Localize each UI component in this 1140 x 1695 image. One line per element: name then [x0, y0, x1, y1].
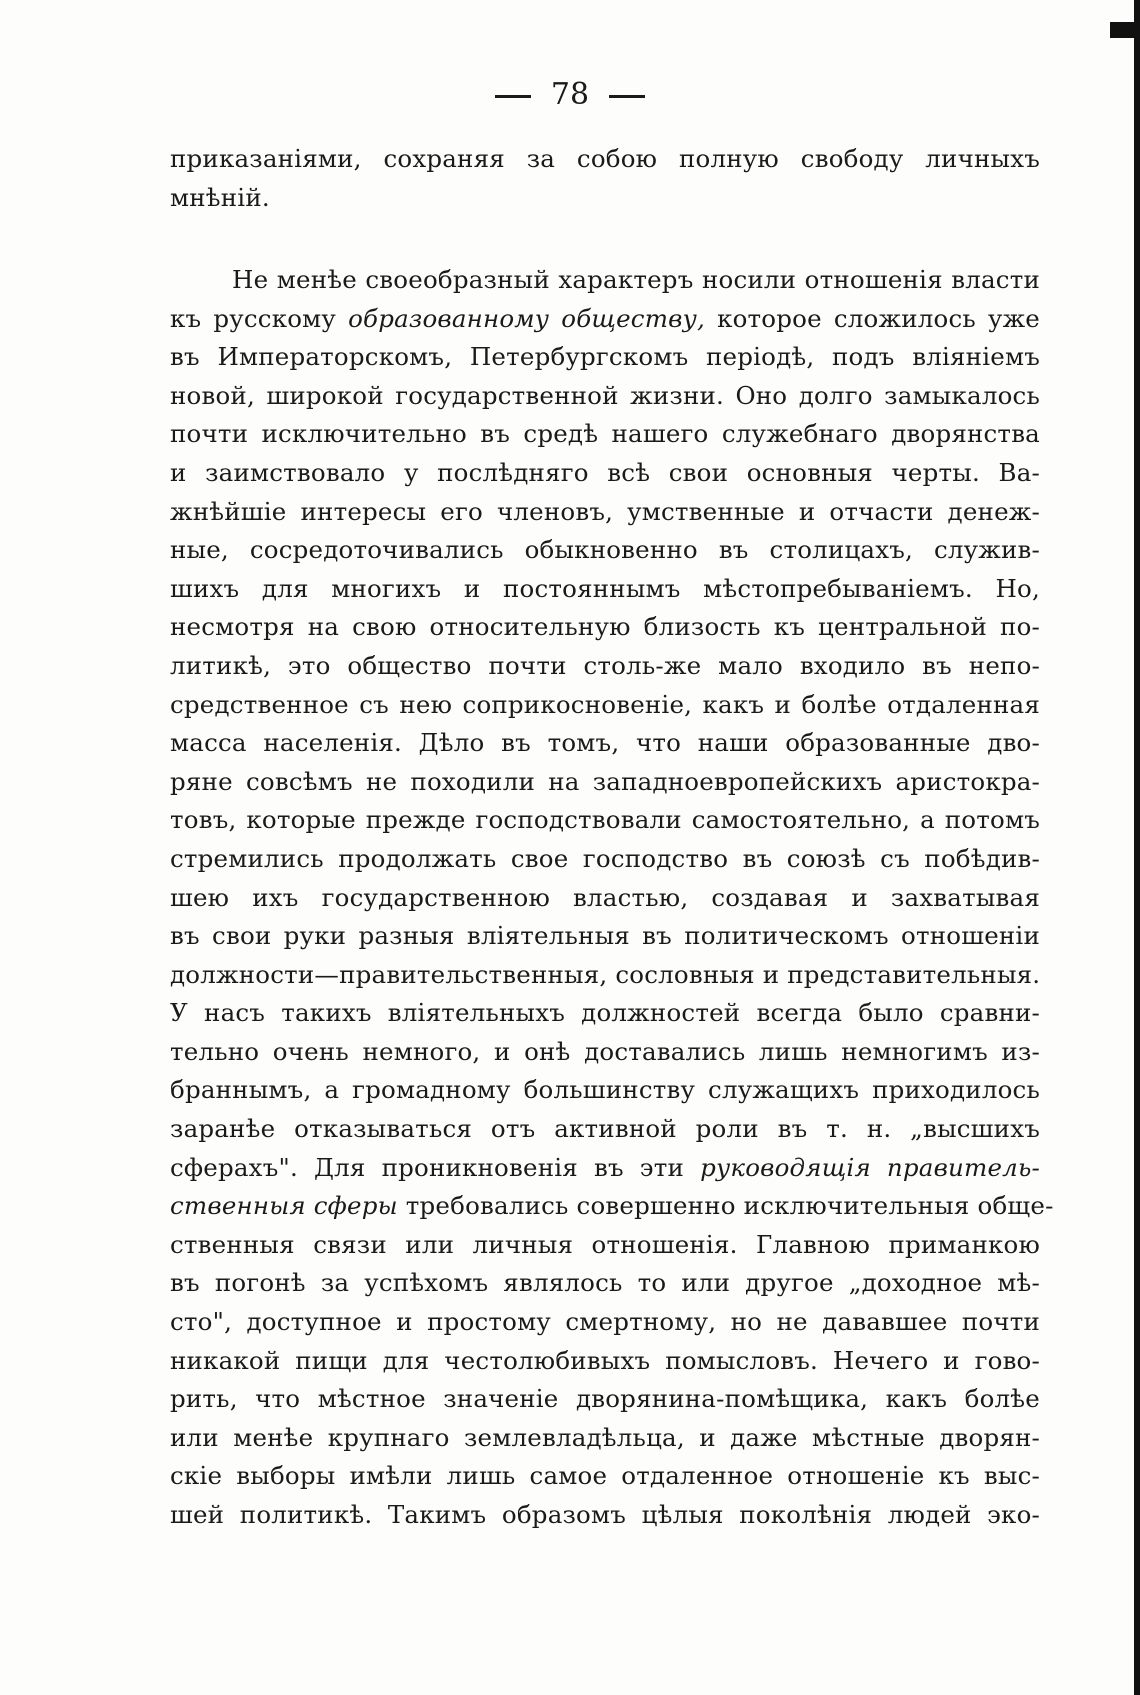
main-line-30: [170, 1380, 1040, 1419]
italic-segment: образованному обществу,: [348, 303, 706, 333]
text-segment: ственныя связи или личныя отношенія. Главною приманкою: [170, 1229, 1040, 1259]
main-line-18: [170, 917, 1040, 956]
text-segment: скіе выборы имѣли лишь самое отдаленное отношеніе къ выс-: [170, 1461, 1040, 1491]
main-line-11: [170, 647, 1040, 686]
main-line-21: [170, 1033, 1040, 1072]
text-segment: заранѣе отказываться отъ активной роли въ т. н. „высшихъ: [170, 1114, 1040, 1144]
main-line-15: [170, 801, 1040, 840]
text-segment: должности—правительственныя, сословныя и представительныя.: [170, 959, 1041, 989]
main-line-24: [170, 1149, 1040, 1188]
main-line-31: [170, 1419, 1040, 1458]
text-segment: литикѣ, это общество почти столь-же мало входило въ непо-: [170, 650, 1040, 680]
main-line-4: [170, 377, 1040, 416]
main-line-7: [170, 493, 1040, 532]
text-segment: средственное съ нею соприкосновеніе, какъ и болѣе отдаленная: [170, 689, 1040, 719]
text-segment: жнѣйшіе интересы его членовъ, умственные и отчасти денеж-: [170, 496, 1040, 526]
text-segment: стремились продолжать свое господство въ союзѣ съ побѣдив-: [170, 843, 1040, 873]
main-line-17: [170, 879, 1040, 918]
text-segment: требовались совершенно исключительныя обще-: [397, 1191, 1054, 1221]
text-segment: и заимствовало у послѣдняго всѣ свои основныя черты. Ва-: [170, 457, 1040, 487]
main-line-25: [170, 1187, 1054, 1226]
main-line-2: [170, 300, 1040, 339]
text-segment: масса населенія. Дѣло въ томъ, что наши образованные дво-: [170, 728, 1040, 758]
main-line-1: [170, 261, 1040, 300]
text-segment: несмотря на свою относительную близость къ центральной по-: [170, 612, 1040, 642]
text-segment: ные, сосредоточивались обыкновенно въ столицахъ, служив-: [170, 535, 1040, 565]
main-line-32: [170, 1457, 1040, 1496]
main-line-26: [170, 1226, 1040, 1265]
text-segment: въ Императорскомъ, Петербургскомъ періодѣ, подъ вліяніемъ: [170, 342, 1040, 372]
main-paragraph: [170, 261, 1054, 1535]
main-line-29: [170, 1342, 1040, 1381]
text-segment: сферахъ". Для проникновенія въ эти: [170, 1152, 701, 1182]
text-segment: браннымъ, а громадному большинству служащихъ приходилось: [170, 1075, 1040, 1105]
main-line-10: [170, 608, 1040, 647]
lead-paragraph: [170, 140, 1040, 217]
main-line-28: [170, 1303, 1040, 1342]
main-line-13: [170, 724, 1040, 763]
main-line-19: [170, 956, 1040, 995]
text-segment: почти исключительно въ средѣ нашего служебнаго дворянства: [170, 419, 1040, 449]
main-line-23: [170, 1110, 1040, 1149]
header-dash-right: [609, 95, 645, 98]
main-line-33: [170, 1496, 1040, 1535]
main-line-5: [170, 415, 1040, 454]
main-line-12: [170, 686, 1040, 725]
text-segment: шею ихъ государственною властью, создавая и захватывая: [170, 882, 1040, 912]
main-line-3: [170, 338, 1040, 377]
text-segment: къ русскому: [170, 303, 349, 333]
main-line-8: [170, 531, 1040, 570]
main-line-14: [170, 763, 1040, 802]
text-segment: ряне совсѣмъ не походили на западноевропейскихъ аристокра-: [170, 766, 1040, 796]
italic-segment: ственныя сферы: [170, 1191, 398, 1221]
page-header: [0, 70, 1140, 120]
main-line-6: [170, 454, 1040, 493]
main-line-16: [170, 840, 1040, 879]
main-line-27: [170, 1264, 1040, 1303]
lead-line-1: приказаніями, сохраняя за собою полную свободу личныхъ: [170, 144, 1040, 173]
main-line-22: [170, 1071, 1040, 1110]
main-line-9: [170, 570, 1040, 609]
main-line-20: [170, 994, 1040, 1033]
scan-edge-mark: [1110, 22, 1140, 38]
text-segment: шей политикѣ. Такимъ образомъ цѣлыя поколѣнія людей эко-: [170, 1500, 1040, 1529]
header-dash-left: [495, 95, 531, 98]
text-segment: сто", доступное и простому смертному, но не дававшее почти: [170, 1307, 1040, 1337]
text-segment: рить, что мѣстное значеніе дворянина-помѣщика, какъ болѣе: [170, 1384, 1040, 1414]
text-segment: У насъ такихъ вліятельныхъ должностей всегда было сравни-: [170, 998, 1040, 1028]
text-segment: Не менѣе своеобразный характеръ носили отношенія власти: [232, 265, 1040, 294]
text-segment: новой, широкой государственной жизни. Оно долго замыкалось: [170, 380, 1040, 410]
text-segment: никакой пищи для честолюбивыхъ помысловъ. Нечего и гово-: [170, 1345, 1040, 1375]
italic-segment: руководящія правитель-: [700, 1152, 1040, 1182]
scan-edge-shadow: [1134, 0, 1140, 1695]
page-number: 78: [550, 77, 590, 112]
text-segment: въ погонѣ за успѣхомъ являлось то или другое „доходное мѣ-: [170, 1268, 1040, 1298]
text-segment: или менѣе крупнаго землевладѣльца, и даже мѣстные дворян-: [170, 1422, 1040, 1452]
text-segment: тельно очень немного, и онѣ доставались лишь немногимъ из-: [170, 1036, 1040, 1066]
text-segment: шихъ для многихъ и постояннымъ мѣстопребываніемъ. Но,: [170, 573, 1040, 603]
text-segment: товъ, которые прежде господствовали самостоятельно, а потомъ: [170, 805, 1040, 835]
lead-line-2: мнѣній.: [170, 182, 270, 212]
text-segment: которое сложилось уже: [705, 303, 1041, 333]
text-segment: въ свои руки разныя вліятельныя въ политическомъ отношеніи: [170, 921, 1040, 951]
